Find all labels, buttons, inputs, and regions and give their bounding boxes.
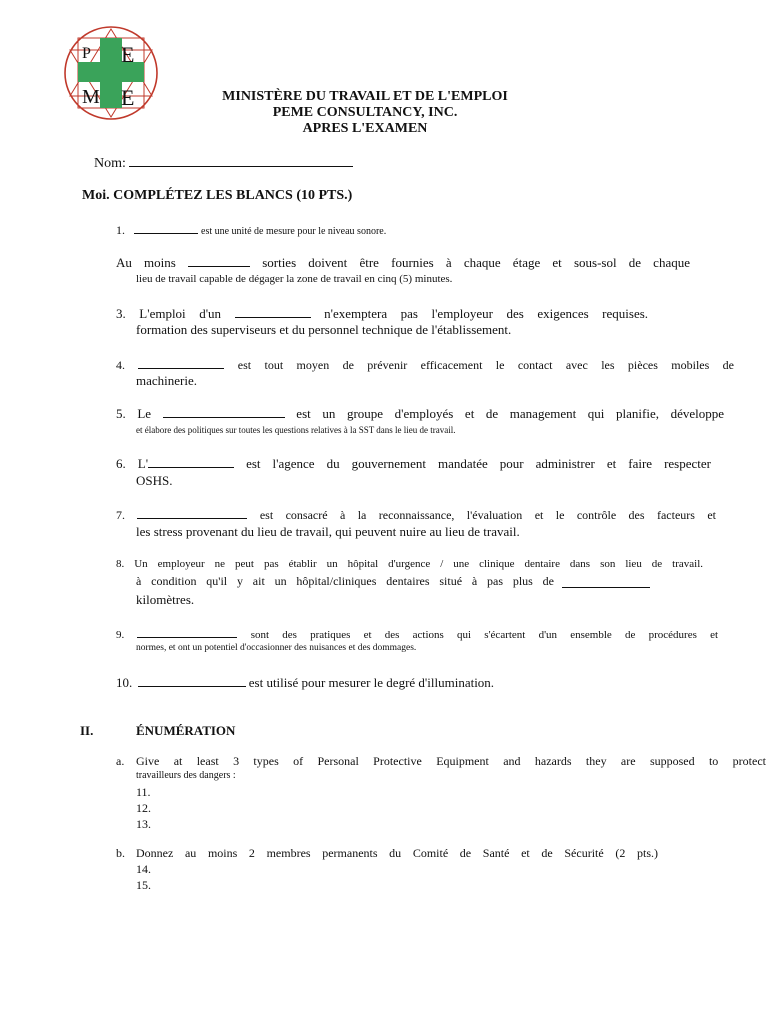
q5-line2: et élabore des politiques sur toutes les questions relatives à la SST dans le lieu de travail.	[136, 425, 456, 435]
q3-blank[interactable]	[235, 306, 311, 318]
q7-number: 7.	[116, 508, 125, 522]
q6-number: 6.	[116, 456, 126, 471]
q8-line3: kilomètres.	[136, 592, 195, 607]
q8-line2: à condition qu'il y ait un hôpital/cliniques dentaires situé à pas plus de	[136, 574, 554, 588]
q5-text-a: Le	[137, 406, 152, 421]
q2-line2: lieu de travail capable de dégager la zone de travail en cinq (5) minutes.	[136, 273, 453, 285]
q9-text: sont des pratiques et des actions qui s'écartent d'un ensemble de procédures et	[250, 629, 719, 641]
q8-line1: 8. Un employeur ne peut pas établir un hôpital d'urgence / une clinique dentaire dans son lieu de travail.	[116, 558, 703, 570]
question-7	[116, 507, 716, 523]
question-1	[116, 222, 386, 238]
logo-letter-p: P	[82, 45, 91, 62]
q5-text-b: est un groupe d'employés et de management qui planifie, développe	[296, 406, 725, 421]
question-4	[116, 357, 734, 373]
peme-logo	[62, 24, 160, 122]
q3-line2: formation des superviseurs et du personnel technique de l'établissement.	[136, 322, 512, 337]
q4-text: est tout moyen de prévenir efficacement le contact avec les pièces mobiles de	[237, 358, 735, 372]
q9-blank[interactable]	[137, 626, 237, 638]
enum-a-text: Give at least 3 types of Personal Protective Equipment and hazards they are supposed to protect	[136, 754, 766, 768]
enum-item-12: 12.	[136, 801, 151, 815]
question-2	[116, 255, 690, 271]
question-10	[116, 675, 494, 691]
enum-a-line2: travailleurs des dangers :	[136, 770, 236, 781]
logo-letter-e2: E	[121, 85, 135, 110]
section2-title: ÉNUMÉRATION	[136, 723, 236, 738]
q6-text-a: L'	[137, 456, 149, 471]
enum-item-15: 15.	[136, 878, 151, 892]
q9-number: 9.	[116, 629, 125, 641]
q3-text-b: n'exemptera pas l'employeur des exigences requises.	[324, 306, 649, 321]
name-label: Nom:	[94, 156, 126, 171]
header-company: PEME CONSULTANCY, INC.	[272, 105, 458, 120]
question-3	[116, 306, 648, 322]
q2-blank[interactable]	[188, 255, 250, 267]
q7-blank[interactable]	[137, 507, 247, 519]
header-exam: APRES L'EXAMEN	[302, 121, 428, 136]
q3-number: 3.	[116, 306, 126, 321]
q1-blank[interactable]	[134, 222, 198, 234]
q7-line2: les stress provenant du lieu de travail, qui peuvent nuire au lieu de travail.	[136, 524, 520, 539]
section2-number: II.	[80, 723, 94, 738]
name-row	[94, 155, 353, 172]
q6-text-b: est l'agence du gouvernement mandatée pour administrer et faire respecter	[246, 456, 711, 471]
question-5	[116, 406, 724, 422]
name-blank[interactable]	[129, 155, 353, 167]
q1-text: est une unité de mesure pour le niveau sonore.	[201, 226, 387, 237]
enum-b-letter: b.	[116, 846, 125, 860]
q5-blank[interactable]	[163, 406, 285, 418]
q8-blank[interactable]	[562, 576, 650, 588]
logo-letter-e1: E	[121, 42, 135, 67]
q7-text: est consacré à la reconnaissance, l'évaluation et le contrôle des facteurs et	[259, 508, 717, 522]
q4-blank[interactable]	[138, 357, 224, 369]
enum-item-13: 13.	[136, 817, 151, 831]
question-9	[116, 626, 718, 642]
q10-blank[interactable]	[138, 675, 246, 687]
logo-letter-m: M	[82, 86, 100, 108]
q5-number: 5.	[116, 406, 126, 421]
q6-blank[interactable]	[148, 456, 234, 468]
q4-line2: machinerie.	[136, 373, 197, 388]
enum-b-text: Donnez au moins 2 membres permanents du Comité de Santé et de Sécurité (2 pts.)	[136, 846, 658, 860]
q10-text: est utilisé pour mesurer le degré d'illumination.	[248, 675, 495, 690]
q1-number: 1.	[116, 223, 125, 237]
q2-text-b: sorties doivent être fournies à chaque étage et sous-sol de chaque	[262, 255, 690, 270]
question-6	[116, 456, 711, 472]
q4-number: 4.	[116, 358, 125, 372]
header-ministry: MINISTÈRE DU TRAVAIL ET DE L'EMPLOI	[222, 89, 508, 104]
q9-line2: normes, et ont un potentiel d'occasionner des nuisances et des dommages.	[136, 643, 417, 653]
q2-text-a: Au moins	[116, 255, 176, 270]
q10-number: 10.	[116, 675, 133, 690]
section1-title: Moi. COMPLÉTEZ LES BLANCS (10 PTS.)	[82, 188, 353, 203]
enum-item-11: 11.	[136, 785, 151, 799]
q3-text-a: L'emploi d'un	[139, 306, 222, 321]
enum-item-14: 14.	[136, 862, 151, 876]
enum-a-letter: a.	[116, 754, 125, 768]
q6-line2: OSHS.	[136, 473, 173, 488]
